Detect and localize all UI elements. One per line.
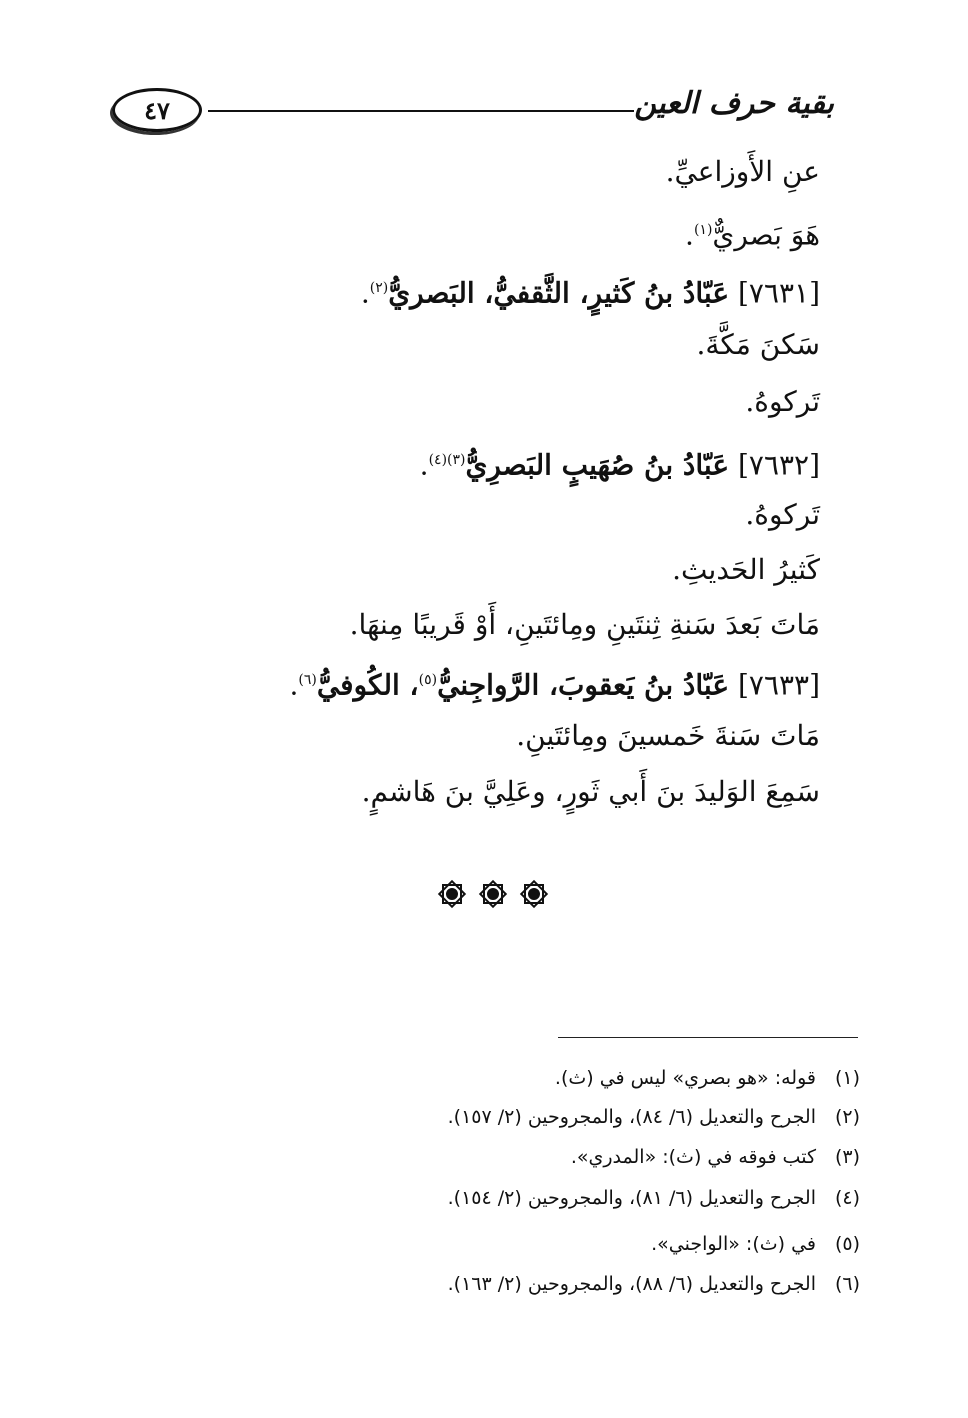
line-text: عنِ الأَوزاعيِّ. xyxy=(665,155,820,188)
line-tail: . xyxy=(419,448,429,482)
line-tail: . xyxy=(685,218,694,252)
footnote-text: الجرح والتعديل (٦/ ٨٤)، والمجروحين (٢/ ١٥٧). xyxy=(447,1106,816,1128)
text-line xyxy=(350,605,820,645)
footnote xyxy=(651,1230,860,1258)
footnote-text: الجرح والتعديل (٦/ ٨٨)، والمجروحين (٢/ ١٦٣). xyxy=(447,1273,816,1295)
footnote xyxy=(571,1143,860,1171)
footnote-ref: (٥) xyxy=(418,672,438,688)
entry-nisba: ، الكُوفيُّ xyxy=(316,668,419,702)
page-number: ٤٧ xyxy=(112,88,202,132)
chapter-title: بقية حرف العين xyxy=(634,86,834,121)
entry-7631 xyxy=(361,268,820,313)
flower-ornament-icon xyxy=(436,878,468,910)
footnote-text: الجرح والتعديل (٦/ ٨١)، والمجروحين (٢/ ١٥٤). xyxy=(447,1187,816,1209)
footnote-number: (٢) xyxy=(834,1106,860,1128)
footnote-ref: (٢) xyxy=(369,280,389,296)
footnote-separator xyxy=(558,1037,858,1038)
flower-ornament-icon xyxy=(477,878,509,910)
footnote xyxy=(448,1103,860,1131)
entry-name: عَبّادُ بنُ صُهَيبٍ البَصرِيُّ xyxy=(465,448,730,482)
entry-name: عَبّادُ بنُ يَعقوبَ، الرَّواجِنيُّ xyxy=(437,668,730,702)
footnote-ref: (١) xyxy=(693,222,713,238)
footnote-number: (١) xyxy=(834,1067,860,1089)
line-text: مَاتَ سَنةَ خَمسينَ ومِائتَينِ. xyxy=(516,719,820,752)
line-tail: . xyxy=(360,276,370,310)
footnote-text: في (ث): «الواجني». xyxy=(651,1233,816,1255)
entry-number: [٧٦٣٣] xyxy=(737,668,820,702)
entry-number: [٧٦٣٢] xyxy=(737,448,820,482)
line-text: تَركوهُ. xyxy=(745,385,820,418)
line-tail: . xyxy=(289,668,299,702)
footnote xyxy=(555,1064,860,1092)
text-line xyxy=(672,550,820,590)
footnote-ref: (٣)(٤) xyxy=(428,452,466,468)
footnote-text: قوله: «هو بصري» ليس في (ث). xyxy=(554,1067,816,1089)
text-line xyxy=(745,495,820,535)
entry-7632 xyxy=(420,440,820,485)
line-text: سَكنَ مَكَّةَ. xyxy=(696,328,820,361)
line-text: كَثيرُ الحَديثِ. xyxy=(672,553,820,586)
entry-7633 xyxy=(289,660,820,705)
page-header xyxy=(112,82,834,140)
text-line xyxy=(745,382,820,422)
text-line xyxy=(685,210,820,255)
text-line xyxy=(666,152,820,192)
footnote xyxy=(448,1270,860,1298)
footnote-text: كتب فوقه في (ث): «المدري». xyxy=(570,1146,816,1168)
footnote-number: (٥) xyxy=(834,1233,860,1255)
entry-name: عَبّادُ بنُ كَثيرٍ، الثَّقفيُّ، البَصريُّ xyxy=(388,276,730,310)
header-rule xyxy=(208,110,634,112)
text-line xyxy=(696,325,820,365)
footnote-number: (٤) xyxy=(834,1187,860,1209)
line-text: تَركوهُ. xyxy=(745,498,820,531)
footnote xyxy=(448,1184,860,1212)
footnote-number: (٣) xyxy=(834,1146,860,1168)
text-line xyxy=(516,716,820,756)
section-divider xyxy=(436,878,550,914)
entry-number: [٧٦٣١] xyxy=(737,276,820,310)
line-text: هَوَ بَصريٌّ xyxy=(712,218,820,252)
text-line xyxy=(362,772,820,812)
flower-ornament-icon xyxy=(518,878,550,910)
line-text: سَمِعَ الوَليدَ بنَ أَبي ثَورٍ، وعَلِيَّ بنَ هَاشمٍ. xyxy=(361,775,820,808)
line-text: مَاتَ بَعدَ سَنةِ ثِنتَينِ ومِائتَينِ، أَوْ قَريبًا مِنهَا. xyxy=(349,608,820,641)
footnote-number: (٦) xyxy=(834,1273,860,1295)
footnote-ref: (٦) xyxy=(298,672,317,688)
